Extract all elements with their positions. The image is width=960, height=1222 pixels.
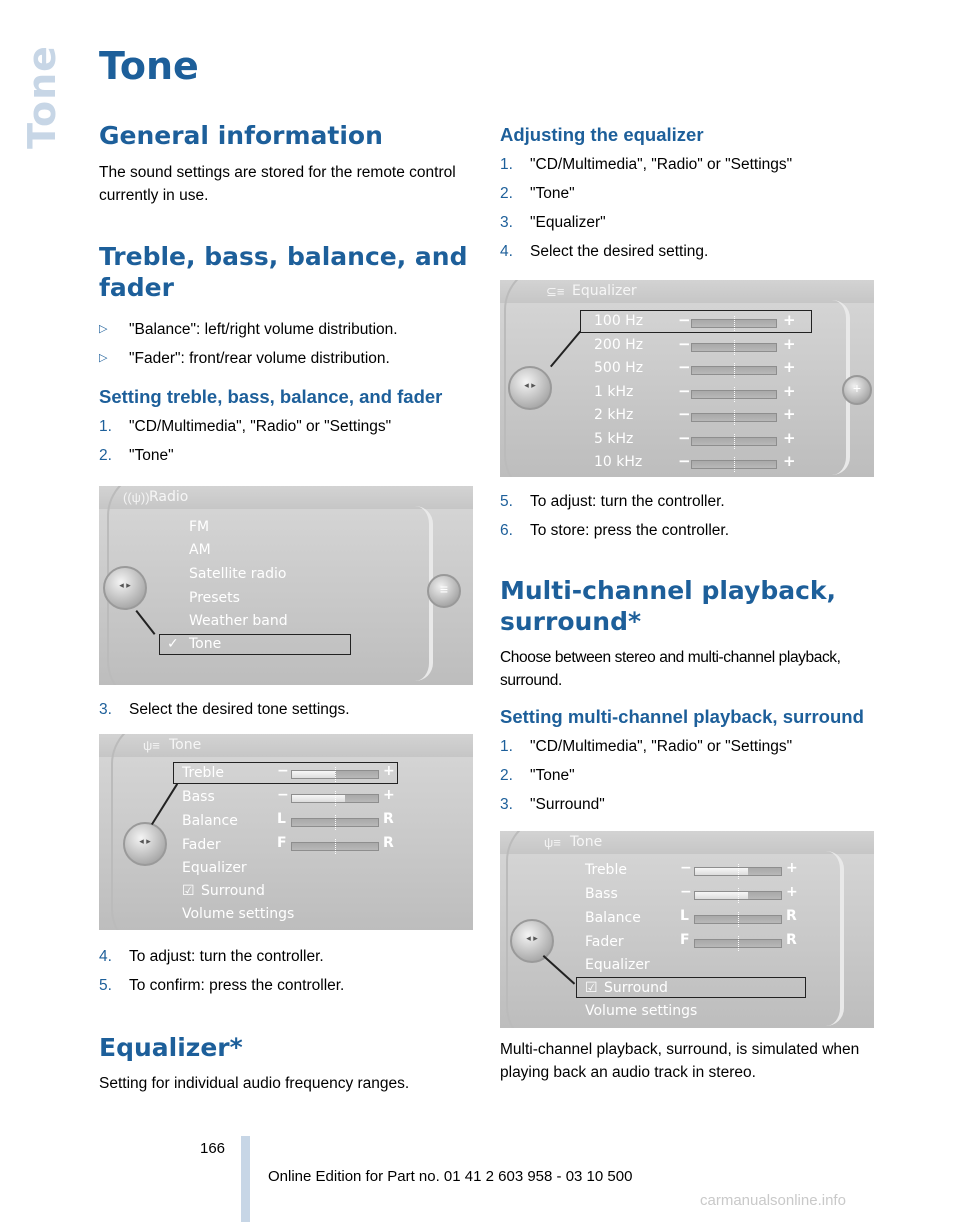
eq-band-label: 200 Hz xyxy=(594,336,644,353)
eq-minus: − xyxy=(678,381,691,400)
slider-center-mark xyxy=(734,316,735,331)
list-item: 5. To adjust: turn the controller. xyxy=(500,493,725,510)
eq-plus: + xyxy=(783,381,796,400)
multi-channel-text: Choose between stereo and multi-channel playback, surround. xyxy=(500,649,841,689)
antenna-icon: ψ≡ xyxy=(143,738,160,753)
left-column xyxy=(99,120,473,1095)
slider-minus: − xyxy=(277,787,289,803)
equalizer-heading: Equalizer* xyxy=(99,1033,243,1062)
setting-heading: Setting treble, bass, balance, and fader xyxy=(99,386,443,407)
tone-slider xyxy=(694,867,782,876)
list-item: 2. "Tone" xyxy=(500,767,575,784)
triangle-bullet-icon: ▷ xyxy=(99,323,108,335)
tone-slider xyxy=(291,818,379,827)
eq-band-label: 100 Hz xyxy=(594,313,644,329)
slider-center-mark xyxy=(335,791,336,806)
list-item: 3. Select the desired tone settings. xyxy=(99,701,350,718)
eq-band-label: 5 kHz xyxy=(594,430,634,447)
slider-minus: F xyxy=(277,835,287,851)
options-knob-icon: ≡ xyxy=(427,574,461,608)
slider-center-mark xyxy=(734,410,735,425)
add-knob-icon: + xyxy=(842,375,872,405)
tone-slider xyxy=(291,842,379,851)
list-item: 5. To confirm: press the controller. xyxy=(99,977,345,994)
list-item: ▷ "Balance": left/right volume distribution. xyxy=(99,315,473,344)
slider-center-mark xyxy=(738,912,739,927)
menu-item-surround: Surround xyxy=(201,883,265,899)
footer-text: Online Edition for Part no. 01 41 2 603 958 - 03 10 500 xyxy=(268,1168,633,1185)
slider-plus: + xyxy=(383,787,395,803)
menu-item-fm: FM xyxy=(189,519,210,535)
setting-steps-c xyxy=(99,942,473,1000)
eq-plus: + xyxy=(783,311,796,329)
tone-row-label: Bass xyxy=(585,886,618,902)
eq-band-slider xyxy=(691,390,777,399)
tbbf-bullets xyxy=(99,315,473,373)
slider-center-mark xyxy=(734,387,735,402)
list-item: 4. Select the desired setting. xyxy=(500,243,709,260)
eq-minus: − xyxy=(678,334,691,353)
slider-center-mark xyxy=(335,815,336,830)
eq-plus: + xyxy=(783,405,796,423)
eq-band-slider xyxy=(691,413,777,422)
watermark: carmanualsonline.info xyxy=(700,1192,846,1209)
setting-steps-b xyxy=(99,695,473,724)
slider-minus: L xyxy=(680,908,689,924)
eq-plus: + xyxy=(783,334,796,353)
eq-band-slider xyxy=(691,319,777,328)
menu-item-volume: Volume settings xyxy=(585,1003,698,1019)
slider-plus: R xyxy=(383,835,394,851)
screen-title: Tone xyxy=(169,737,202,753)
slider-fill xyxy=(292,795,345,802)
eq-band-label: 10 kHz xyxy=(594,454,643,470)
eq-minus: − xyxy=(678,358,691,376)
page-title: Tone xyxy=(99,44,199,88)
list-item: 2. "Tone" xyxy=(500,185,575,202)
radio-menu-screenshot xyxy=(99,486,473,685)
screen-title: Tone xyxy=(570,834,603,850)
tone-row-label: Treble xyxy=(585,862,627,878)
list-item: 3. "Surround" xyxy=(500,796,605,813)
controller-knob-icon: ◂ ▸ xyxy=(103,566,147,610)
menu-item-equalizer: Equalizer xyxy=(182,860,247,876)
selection-highlight xyxy=(159,634,351,655)
equalizer-screenshot xyxy=(500,280,874,477)
tone-row-label: Bass xyxy=(182,789,215,805)
menu-item-surround: Surround xyxy=(604,980,668,996)
eq-minus: − xyxy=(678,405,691,423)
tbbf-heading: Treble, bass, balance, and fader xyxy=(99,242,468,302)
surround-note: Multi-channel playback, surround, is simulated when playing back an audio track in stereo. xyxy=(500,1041,860,1081)
adjust-eq-steps xyxy=(500,150,874,266)
eq-band-label: 500 Hz xyxy=(594,360,644,376)
eq-plus: + xyxy=(783,358,796,376)
menu-item-presets: Presets xyxy=(189,590,240,606)
menu-item-weather: Weather band xyxy=(189,613,288,629)
page-number: 166 xyxy=(200,1140,226,1157)
screen-title: Equalizer xyxy=(572,283,637,299)
slider-center-mark xyxy=(335,767,336,782)
slider-plus: + xyxy=(383,763,395,779)
slider-center-mark xyxy=(734,457,735,472)
list-item: 1. "CD/Multimedia", "Radio" or "Settings" xyxy=(500,156,793,173)
tone-row-label: Fader xyxy=(182,837,221,853)
tone-slider xyxy=(291,794,379,803)
slider-plus: R xyxy=(786,908,797,924)
list-item: 3. "Equalizer" xyxy=(500,214,606,231)
slider-center-mark xyxy=(738,888,739,903)
tone-row-label: Balance xyxy=(182,813,238,829)
list-item: 2. "Tone" xyxy=(99,447,174,464)
slider-plus: + xyxy=(786,860,798,876)
tone-surround-screenshot xyxy=(500,831,874,1028)
scroll-arc xyxy=(826,851,844,1026)
equalizer-text: Setting for individual audio frequency ranges. xyxy=(99,1075,410,1092)
tone-slider xyxy=(694,891,782,900)
multi-channel-heading: Multi-channel playback, surround* xyxy=(500,576,837,636)
slider-center-mark xyxy=(734,340,735,355)
tone-row-label: Fader xyxy=(585,934,624,950)
slider-center-mark xyxy=(335,839,336,854)
controller-knob-icon: ◂ ▸ xyxy=(508,366,552,410)
slider-center-mark xyxy=(738,936,739,951)
screen-title: Radio xyxy=(149,489,189,505)
slider-center-mark xyxy=(734,434,735,449)
slider-fill xyxy=(695,892,748,899)
eq-band-slider xyxy=(691,366,777,375)
tone-menu-screenshot xyxy=(99,734,473,930)
slider-minus: − xyxy=(277,763,289,779)
menu-item-volume: Volume settings xyxy=(182,906,295,922)
side-tab xyxy=(20,42,64,152)
tone-slider xyxy=(694,915,782,924)
menu-item-am: AM xyxy=(189,542,211,558)
antenna-icon: ψ≡ xyxy=(544,835,561,850)
slider-plus: R xyxy=(383,811,394,827)
slider-minus: F xyxy=(680,932,690,948)
slider-center-mark xyxy=(734,363,735,378)
slider-fill xyxy=(292,771,335,778)
triangle-bullet-icon: ▷ xyxy=(99,352,108,364)
controller-knob-icon: ◂ ▸ xyxy=(123,822,167,866)
slider-minus: − xyxy=(680,884,692,900)
eq-minus: − xyxy=(678,452,691,470)
list-item: 1. "CD/Multimedia", "Radio" or "Settings" xyxy=(99,418,392,435)
equalizer-icon: ⊆≡ xyxy=(546,284,565,299)
eq-band-slider xyxy=(691,460,777,469)
tone-slider xyxy=(291,770,379,779)
slider-plus: + xyxy=(786,884,798,900)
tone-slider xyxy=(694,939,782,948)
list-item: ▷ "Fader": front/rear volume distribution. xyxy=(99,344,473,373)
eq-band-slider xyxy=(691,343,777,352)
slider-center-mark xyxy=(738,864,739,879)
eq-plus: + xyxy=(783,452,796,470)
list-item: 1. "CD/Multimedia", "Radio" or "Settings" xyxy=(500,738,793,755)
menu-item-tone: Tone xyxy=(189,636,222,652)
surround-check-icon: ☑ xyxy=(182,883,195,899)
tone-row-label: Balance xyxy=(585,910,641,926)
eq-band-label: 2 kHz xyxy=(594,407,634,423)
eq-band-slider xyxy=(691,437,777,446)
setting-steps xyxy=(99,412,473,470)
surround-check-icon: ☑ xyxy=(585,980,598,996)
antenna-icon: ((ψ)) xyxy=(123,490,150,505)
slider-minus: L xyxy=(277,811,286,827)
set-multi-steps xyxy=(500,732,874,819)
check-icon: ✓ xyxy=(167,636,179,652)
tone-row-label: Treble xyxy=(182,765,224,781)
eq-minus: − xyxy=(678,311,691,329)
slider-plus: R xyxy=(786,932,797,948)
menu-item-equalizer: Equalizer xyxy=(585,957,650,973)
adjust-eq-steps-b xyxy=(500,487,874,545)
general-info-text: The sound settings are stored for the remote control currently in use. xyxy=(99,164,456,204)
list-item: 4. To adjust: turn the controller. xyxy=(99,948,324,965)
eq-plus: + xyxy=(783,428,796,447)
slider-minus: − xyxy=(680,860,692,876)
eq-minus: − xyxy=(678,428,691,447)
adjust-eq-heading: Adjusting the equalizer xyxy=(500,124,704,145)
menu-item-satellite: Satellite radio xyxy=(189,566,287,582)
set-multi-heading: Setting multi-channel playback, surround xyxy=(500,706,864,727)
list-item: 6. To store: press the controller. xyxy=(500,522,730,539)
slider-fill xyxy=(695,868,748,875)
side-tab-label: Tone xyxy=(20,45,64,149)
footer-bar xyxy=(241,1136,250,1222)
eq-band-label: 1 kHz xyxy=(594,383,634,400)
right-column xyxy=(500,124,874,1084)
general-info-heading: General information xyxy=(99,121,383,150)
controller-knob-icon: ◂ ▸ xyxy=(510,919,554,963)
